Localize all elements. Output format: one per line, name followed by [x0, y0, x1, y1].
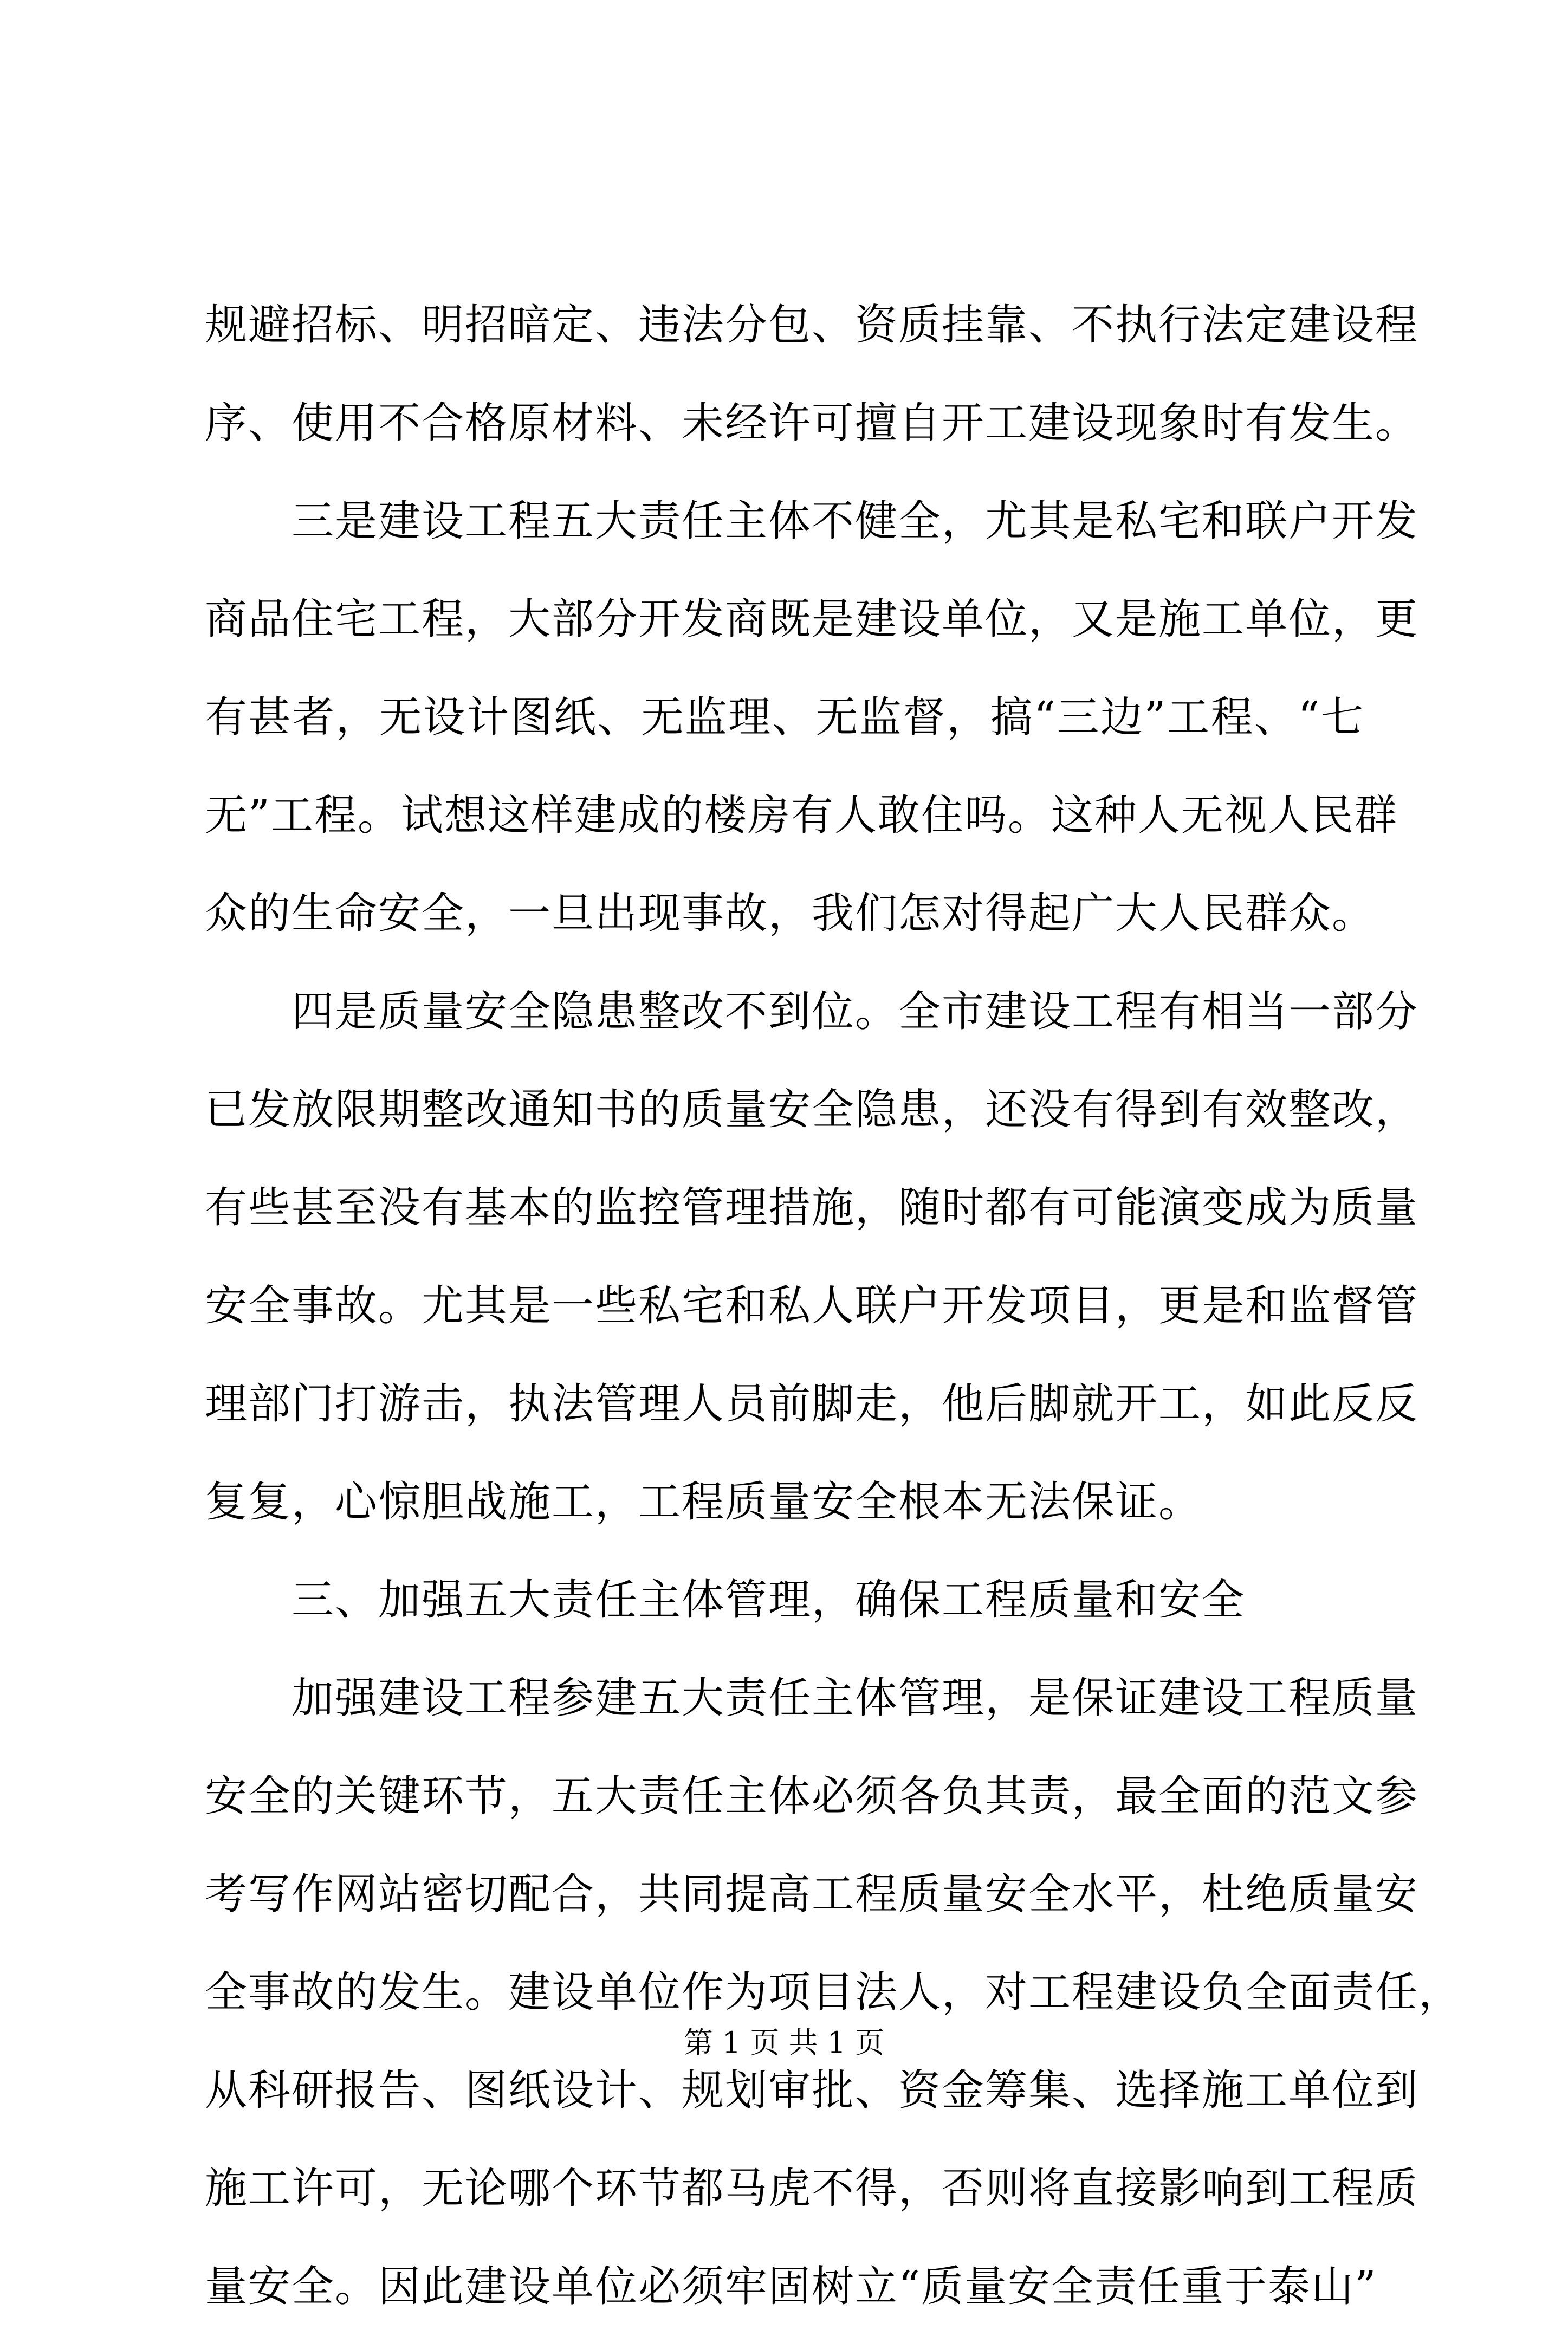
paragraph-start-line: 三是建设工程五大责任主体不健全，尤其是私宅和联户开发	[291, 497, 1419, 546]
text-line: 无”工程。试想这样建成的楼房有人敢住吗。这种人无视人民群	[205, 791, 1398, 840]
text-line: 考写作网站密切配合，共同提高工程质量安全水平，杜绝质量安	[205, 1870, 1419, 1919]
text-line: 商品住宅工程，大部分开发商既是建设单位，又是施工单位，更	[205, 595, 1419, 644]
text-line: 有甚者，无设计图纸、无监理、无监督，搞“三边”工程、“七	[205, 693, 1364, 742]
paragraph-start-line: 加强建设工程参建五大责任主体管理，是保证建设工程质量	[291, 1674, 1419, 1723]
page-footer	[0, 2021, 1568, 2065]
text-line: 全事故的发生。建设单位作为项目法人，对工程建设负全面责任，	[205, 1968, 1462, 2017]
text-line: 理部门打游击，执法管理人员前脚走，他后脚就开工，如此反反	[205, 1380, 1419, 1428]
text-line: 量安全。因此建设单位必须牢固树立“质量安全责任重于泰山”	[205, 2262, 1377, 2311]
section-heading: 三、加强五大责任主体管理，确保工程质量和安全	[291, 1576, 1246, 1625]
text-line: 安全事故。尤其是一些私宅和私人联户开发项目，更是和监督管	[205, 1282, 1419, 1330]
text-line: 有些甚至没有基本的监控管理措施，随时都有可能演变成为质量	[205, 1183, 1419, 1232]
text-line: 复复，心惊胆战施工，工程质量安全根本无法保证。	[205, 1478, 1202, 1526]
text-line: 序、使用不合格原材料、未经许可擅自开工建设现象时有发生。	[205, 399, 1419, 448]
text-line: 施工许可，无论哪个环节都马虎不得，否则将直接影响到工程质	[205, 2164, 1419, 2213]
paragraph-start-line: 四是质量安全隐患整改不到位。全市建设工程有相当一部分	[291, 987, 1419, 1036]
text-line: 已发放限期整改通知书的质量安全隐患，还没有得到有效整改，	[205, 1085, 1419, 1134]
text-line: 众的生命安全，一旦出现事故，我们怎对得起广大人民群众。	[205, 889, 1376, 938]
text-line: 规避招标、明招暗定、违法分包、资质挂靠、不执行法定建设程	[205, 301, 1419, 350]
text-line: 从科研报告、图纸设计、规划审批、资金筹集、选择施工单位到	[205, 2066, 1419, 2115]
page-number-label: 第 1 页 共 1 页	[683, 2026, 885, 2060]
text-line: 安全的关键环节，五大责任主体必须各负其责，最全面的范文参	[205, 1772, 1419, 1821]
